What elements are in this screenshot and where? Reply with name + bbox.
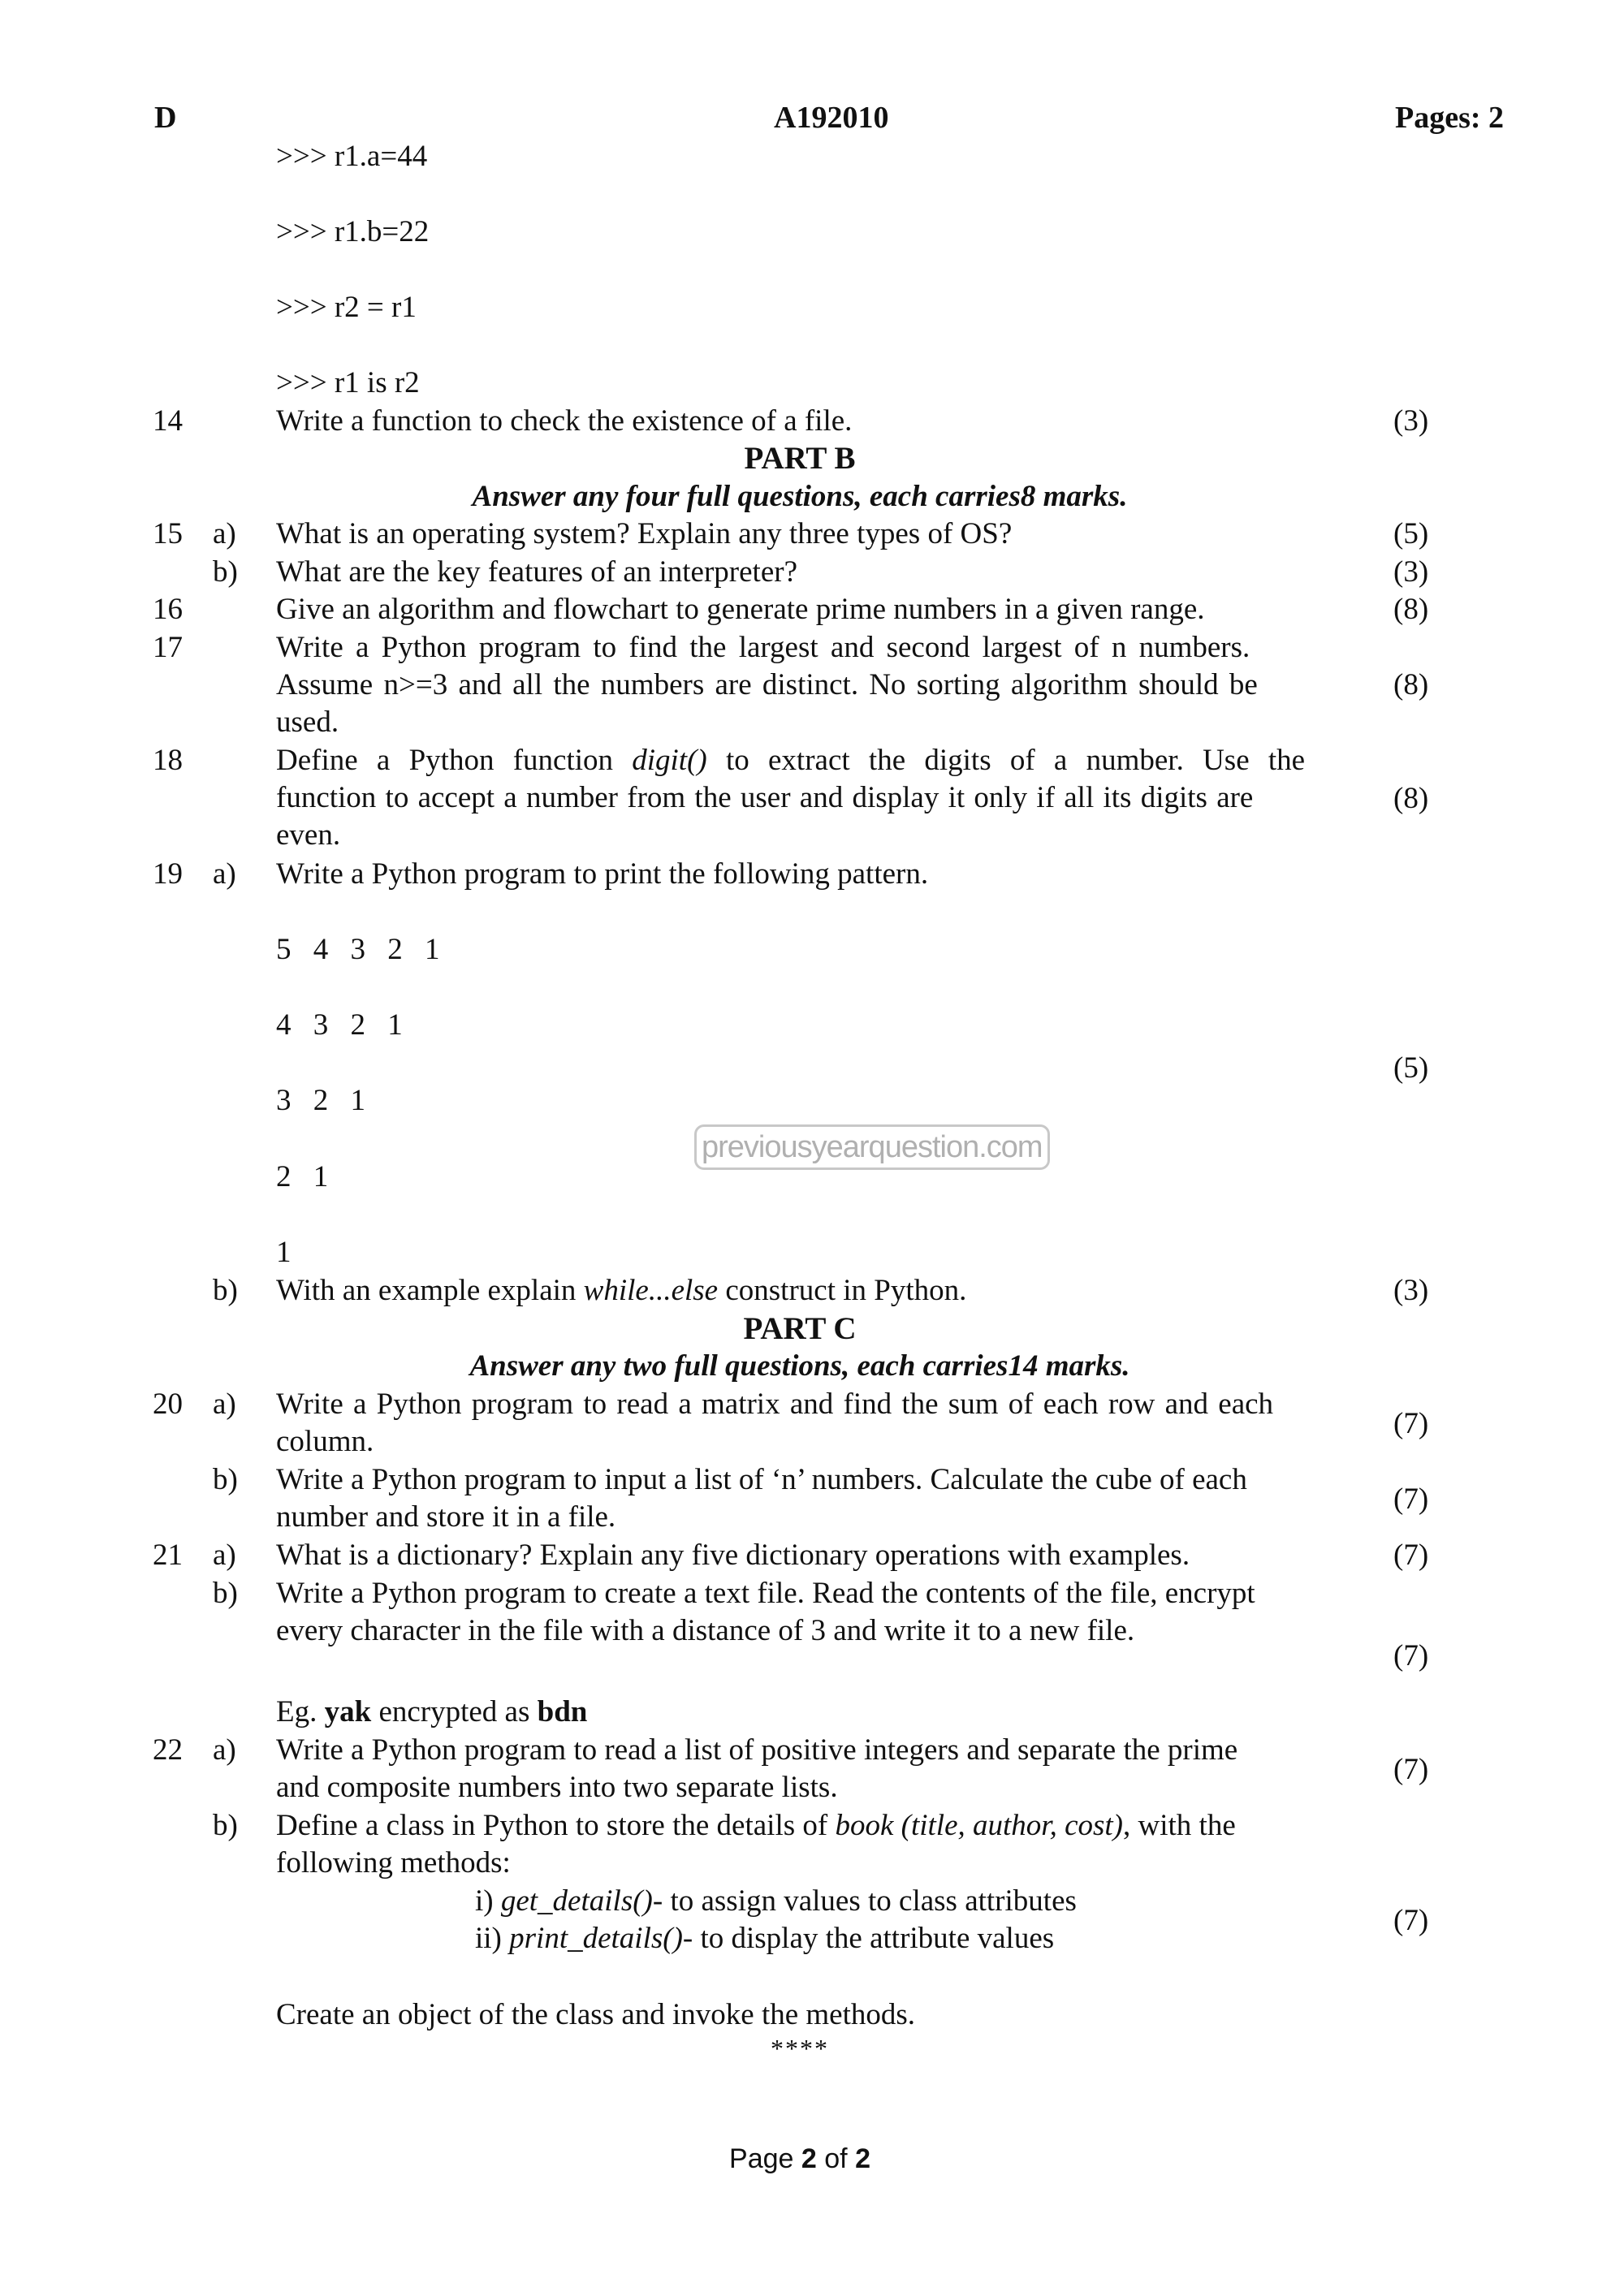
marks: (5) [1393, 1051, 1429, 1085]
question-text [276, 1575, 1356, 1650]
marks: (7) [1393, 1407, 1429, 1440]
question-text: What are the key features of an interpreter? [276, 555, 797, 589]
code-line-3: >>> r2 = r1 [276, 291, 417, 324]
watermark: previousyearquestion.com [694, 1124, 1050, 1170]
marks: (3) [1393, 404, 1429, 438]
subpart-label: a) [213, 1388, 236, 1421]
text-fragment: to extract the digits of a number. Use the [725, 744, 1306, 777]
part-c-instruction: Answer any two full questions, each carries14 marks. [469, 1349, 1130, 1383]
question-text: Write a function to check the existence of a file. [276, 404, 853, 438]
code-line-2: >>> r1.b=22 [276, 215, 430, 248]
subpart-label: a) [213, 1539, 236, 1572]
total-pages: 2 [855, 2143, 870, 2174]
question-line: Write a Python program to find the largest and second largest of n numbers. [276, 631, 1250, 664]
function-name: digit() [632, 744, 707, 777]
text-fragment: encrypted as [378, 1695, 530, 1728]
marks: (7) [1393, 1904, 1429, 1937]
current-page: 2 [801, 2143, 817, 2174]
question-line: Assume n>=3 and all the numbers are distinct. No sorting algorithm should be [276, 668, 1258, 701]
question-line: Write a Python program to read a matrix and find the sum of each row and each [276, 1388, 1274, 1421]
subpart-label: a) [213, 857, 236, 891]
marks: (7) [1393, 1482, 1429, 1516]
subpart-label: b) [213, 1274, 238, 1307]
page-footer [0, 2140, 1600, 2177]
example-result: bdn [537, 1695, 588, 1728]
footer-text: Page [729, 2143, 794, 2174]
code-line-1: >>> r1.a=44 [276, 140, 428, 173]
subpart-label: b) [213, 1463, 238, 1496]
page-count: Pages: 2 [1395, 101, 1505, 135]
part-b-instruction: Answer any four full questions, each carries8 marks. [472, 480, 1128, 513]
question-line: used. [276, 706, 339, 739]
question-line: number and store it in a file. [276, 1500, 616, 1534]
question-text [276, 629, 1356, 741]
example-word: yak [324, 1695, 372, 1728]
question-number: 14 [153, 404, 183, 438]
question-text [276, 1807, 1236, 1845]
text-fragment: Define a class in Python to store the details of [276, 1809, 828, 1842]
marks: (8) [1393, 593, 1429, 626]
end-mark: **** [771, 2034, 829, 2063]
text-fragment: , with the [1123, 1809, 1236, 1842]
question-line: column. [276, 1425, 374, 1458]
question-text [276, 1272, 966, 1310]
question-text [276, 1461, 1356, 1536]
text-fragment: With an example explain [276, 1274, 577, 1307]
pattern-row: 3 2 1 [276, 1084, 367, 1117]
method-description: - to display the attribute values [682, 1922, 1055, 1955]
part-c-title: PART C [743, 1311, 857, 1346]
method-name: get_details() [500, 1884, 653, 1918]
paper-code: A192010 [774, 101, 889, 135]
method-line [475, 1920, 1054, 1957]
method-name: print_details() [509, 1922, 683, 1955]
question-number: 20 [153, 1388, 183, 1421]
question-line [276, 742, 1356, 779]
question-number: 17 [153, 631, 183, 664]
question-line: Write a Python program to read a list of positive integers and separate the prime [276, 1733, 1238, 1767]
marks: (3) [1393, 555, 1429, 589]
method-description: - to assign values to class attributes [652, 1884, 1077, 1918]
question-text: Write a Python program to print the following pattern. [276, 857, 929, 891]
pattern-row: 1 [276, 1236, 293, 1269]
marks: (8) [1393, 668, 1429, 701]
marks: (7) [1393, 1539, 1429, 1572]
pattern-row: 5 4 3 2 1 [276, 933, 442, 966]
marks: (8) [1393, 782, 1429, 815]
subpart-label: a) [213, 517, 236, 550]
subpart-label: b) [213, 555, 238, 589]
example-line [276, 1694, 587, 1731]
marks: (7) [1393, 1753, 1429, 1786]
question-line: Create an object of the class and invoke the methods. [276, 1998, 916, 2031]
question-number: 15 [153, 517, 183, 550]
method-index: i) [475, 1884, 494, 1918]
footer-text: of [824, 2143, 848, 2174]
text-fragment: Eg. [276, 1695, 317, 1728]
pattern-row: 2 1 [276, 1160, 330, 1193]
text-fragment: construct in Python. [725, 1274, 967, 1307]
question-line: following methods: [276, 1846, 511, 1880]
construct-name: while...else [583, 1274, 719, 1307]
set-code: D [154, 101, 177, 135]
subpart-label: a) [213, 1733, 236, 1767]
question-number: 22 [153, 1733, 183, 1767]
question-text [276, 742, 1356, 854]
marks: (5) [1393, 517, 1429, 550]
code-line-4: >>> r1 is r2 [276, 366, 420, 399]
method-line [475, 1883, 1077, 1920]
class-signature: book (title, author, cost) [835, 1809, 1124, 1842]
question-text: What is a dictionary? Explain any five dictionary operations with examples. [276, 1539, 1190, 1572]
question-line: even. [276, 818, 341, 852]
question-number: 19 [153, 857, 183, 891]
question-line: and composite numbers into two separate lists. [276, 1771, 838, 1804]
method-index: ii) [475, 1922, 502, 1955]
question-number: 21 [153, 1539, 183, 1572]
question-text: What is an operating system? Explain any three types of OS? [276, 517, 1013, 550]
subpart-label: b) [213, 1809, 238, 1842]
question-text [276, 1732, 1356, 1806]
part-b-title: PART B [744, 441, 856, 476]
question-text [276, 1386, 1356, 1461]
question-text: Give an algorithm and flowchart to generate prime numbers in a given range. [276, 593, 1205, 626]
question-line: Write a Python program to create a text file. Read the contents of the file, encrypt [276, 1577, 1255, 1610]
question-line: every character in the file with a distance of 3 and write it to a new file. [276, 1614, 1135, 1647]
question-line: Write a Python program to input a list of ‘n’ numbers. Calculate the cube of each [276, 1463, 1247, 1496]
marks: (3) [1393, 1274, 1429, 1307]
pattern-row: 4 3 2 1 [276, 1008, 404, 1042]
question-line: function to accept a number from the user and display it only if all its digits are [276, 781, 1254, 814]
marks: (7) [1393, 1639, 1429, 1672]
subpart-label: b) [213, 1577, 238, 1610]
question-number: 18 [153, 744, 183, 777]
text-fragment: Define a Python function [276, 744, 613, 777]
question-number: 16 [153, 593, 183, 626]
